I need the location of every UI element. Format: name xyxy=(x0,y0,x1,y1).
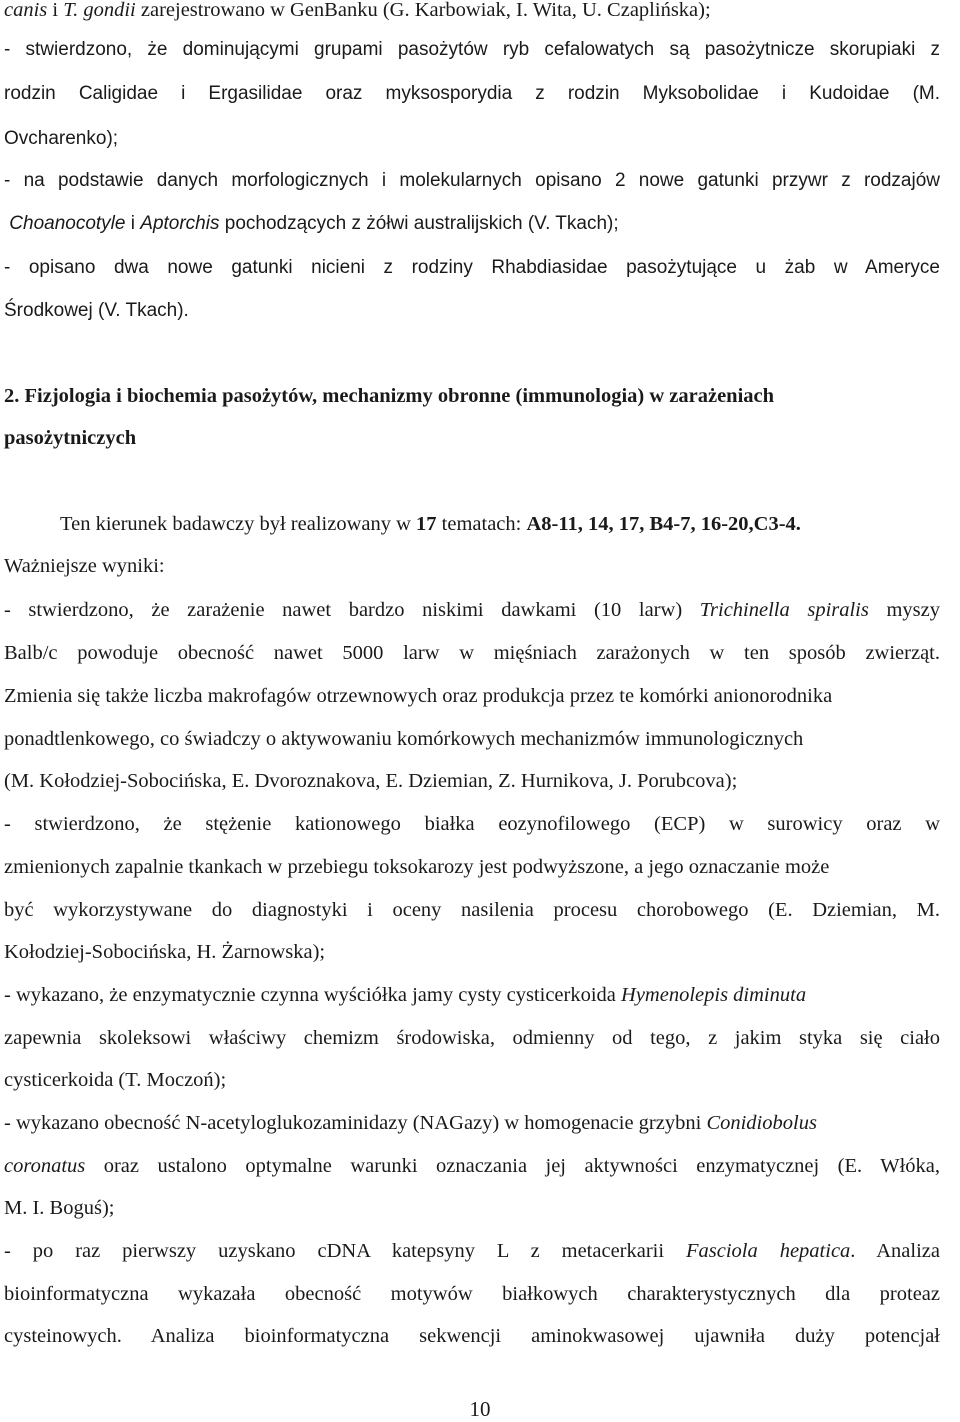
text-line: Ważniejsze wyniki: xyxy=(4,555,165,577)
text-line: być wykorzystywane do diagnostyki i oceny nasilenia procesu chorobowego (E. Dziemian, M. xyxy=(4,899,940,921)
text-line: cysticerkoida (T. Moczoń); xyxy=(4,1069,227,1091)
text-line: bioinformatyczna wykazała obecność motywów białkowych charakterystycznych dla proteaz xyxy=(4,1283,940,1305)
text-line: Zmienia się także liczba makrofagów otrzewnowych oraz produkcja przez te komórki anionorodnika xyxy=(4,685,833,707)
text-line: Choanocotyle i Aptorchis pochodzących z żółwi australijskich (V. Tkach); xyxy=(9,213,619,234)
text-line: Ten kierunek badawczy był realizowany w 17 tematach: A8-11, 14, 17, B4-7, 16-20,C3-4. xyxy=(60,513,801,535)
text-line: (M. Kołodziej-Sobocińska, E. Dvoroznakova, E. Dziemian, Z. Hurnikova, J. Porubcova); xyxy=(4,770,738,792)
text-line: - opisano dwa nowe gatunki nicieni z rodziny Rhabdiasidae pasożytujące u żab w Ameryce xyxy=(4,257,940,278)
text-line: canis i T. gondii zarejestrowano w GenBanku (G. Karbowiak, I. Wita, U. Czaplińska); xyxy=(4,0,711,21)
page-number: 10 xyxy=(469,1397,491,1421)
text-line: zapewnia skoleksowi właściwy chemizm środowiska, odmienny od tego, z jakim styka się ciało xyxy=(4,1027,940,1049)
text-line: - wykazano, że enzymatycznie czynna wyściółka jamy cysty cysticerkoida Hymenolepis diminuta xyxy=(4,984,807,1006)
text-line: - stwierdzono, że stężenie kationowego białka eozynofilowego (ECP) w surowicy oraz w xyxy=(4,813,940,835)
text-line: ponadtlenkowego, co świadczy o aktywowaniu komórkowych mechanizmów immunologicznych xyxy=(4,728,804,750)
text-line: - na podstawie danych morfologicznych i molekularnych opisano 2 nowe gatunki przywr z rodzajów xyxy=(4,170,940,191)
text-line: zmienionych zapalnie tkankach w przebiegu toksokarozy jest podwyższone, a jego oznaczanie może xyxy=(4,856,830,878)
section-heading-continued: pasożytniczych xyxy=(4,427,137,449)
section-heading: 2. Fizjologia i biochemia pasożytów, mechanizmy obronne (immunologia) w zarażeniach xyxy=(4,385,775,407)
text-line: - wykazano obecność N-acetyloglukozaminidazy (NAGazy) w homogenacie grzybni Conidiobolus xyxy=(4,1112,817,1134)
text-line: Środkowej (V. Tkach). xyxy=(4,300,189,321)
text-line: M. I. Boguś); xyxy=(4,1197,115,1219)
text-line: rodzin Caligidae i Ergasilidae oraz myksosporydia z rodzin Myksobolidae i Kudoidae (M. xyxy=(4,83,940,104)
text-line: - stwierdzono, że dominującymi grupami pasożytów ryb cefalowatych są pasożytnicze skorupiaki z xyxy=(4,39,940,60)
text-line: - po raz pierwszy uzyskano cDNA katepsyny L z metacerkarii Fasciola hepatica. Analiza xyxy=(4,1240,940,1262)
text-line: cysteinowych. Analiza bioinformatyczna sekwencji aminokwasowej ujawniła duży potencjał xyxy=(4,1325,940,1347)
text-line: Ovcharenko); xyxy=(4,128,119,149)
text-line: Balb/c powoduje obecność nawet 5000 larw w mięśniach zarażonych w ten sposób zwierząt. xyxy=(4,642,940,664)
text-line: - stwierdzono, że zarażenie nawet bardzo niskimi dawkami (10 larw) Trichinella spiralis myszy xyxy=(4,599,940,621)
text-line: Kołodziej-Sobocińska, H. Żarnowska); xyxy=(4,941,326,963)
text-line: coronatus oraz ustalono optymalne warunki oznaczania jej aktywności enzymatycznej (E. Włóka, xyxy=(4,1155,940,1177)
